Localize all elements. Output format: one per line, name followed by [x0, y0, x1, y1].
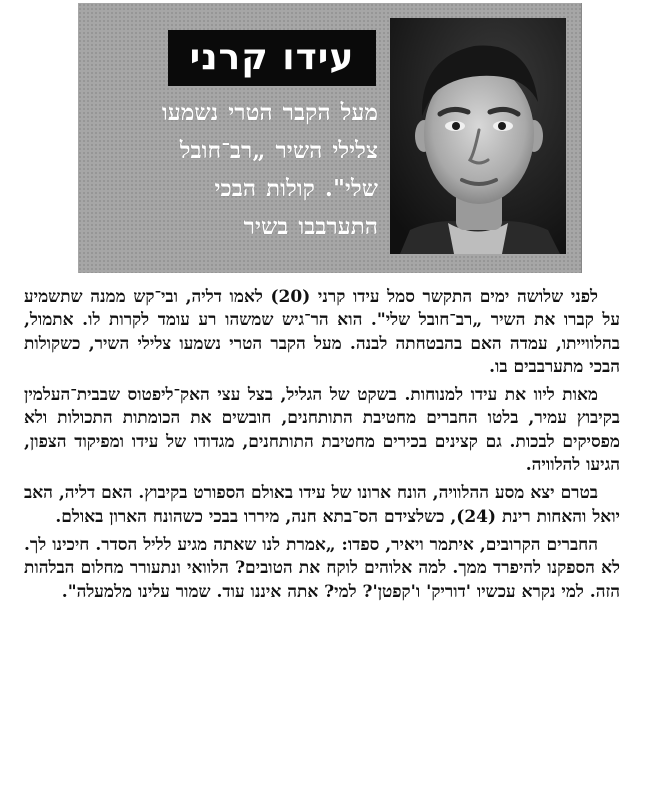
headline-name: עידו קרני — [168, 30, 376, 86]
article-paragraph: בטרם יצא מסע ההלוויה, הונח ארונו של עידו באולם הספורט בקיבוץ. האם דליה, האב יואל והאחות רינת (24), כשלצידם הס־בתא חנה, מיררו בבכי כשהונח הארון באולם. — [24, 483, 620, 527]
article-paragraph: לפני שלושה ימים התקשר סמל עידו קרני (20) לאמו דליה, ובי־קש ממנה שתשמיע על קברו את השיר „רב־חובל שלי". הוא הר־גיש שמשהו רע עומד לקרות לו. אתמול, בהלווייתו, עמדה האם בהבטחתה לבנה. מעל הקבר הטרי נשמעו צלילי השיר, כשקולות הבכי מתערבבים בו. — [24, 287, 620, 377]
article-body — [24, 286, 620, 609]
portrait-photo — [390, 18, 566, 254]
article-paragraph: מאות ליוו את עידו למנוחות. בשקט של הגליל, בצל עצי האק־ליפטוס שבבית־העלמין בקיבוץ עמיר, בלטו החברים מחטיבת התותחנים, חובשים את הכומתות התכולות ולא מפסיקים לבכות. גם קצינים בכירים מחטיבת התותחנים, מגדודו של עידו ומפיקוד הצפון, הגיעו להלוויה. — [24, 385, 620, 476]
portrait-illustration — [390, 18, 566, 254]
subheadline: מעל הקבר הטרי נשמעו צלילי השיר „רב־חובל שלי". קולות הבכי התערבבו בשיר — [161, 99, 378, 240]
article-paragraph: החברים הקרובים, איתמר ויאיר, ספדו: „אמרת לנו שאתה מגיע לליל הסדר. חיכינו לך. לא הספקנו להיפרד ממך. למה אלוהים לוקח את הטובים? הלוואי ונתעורר מחלום הבלהות הזה. למי נקרא עכשיו 'דוריק' ו'קפטן'? למי? אתה איננו עוד. שמור עלינו מלמעלה". — [24, 534, 620, 602]
